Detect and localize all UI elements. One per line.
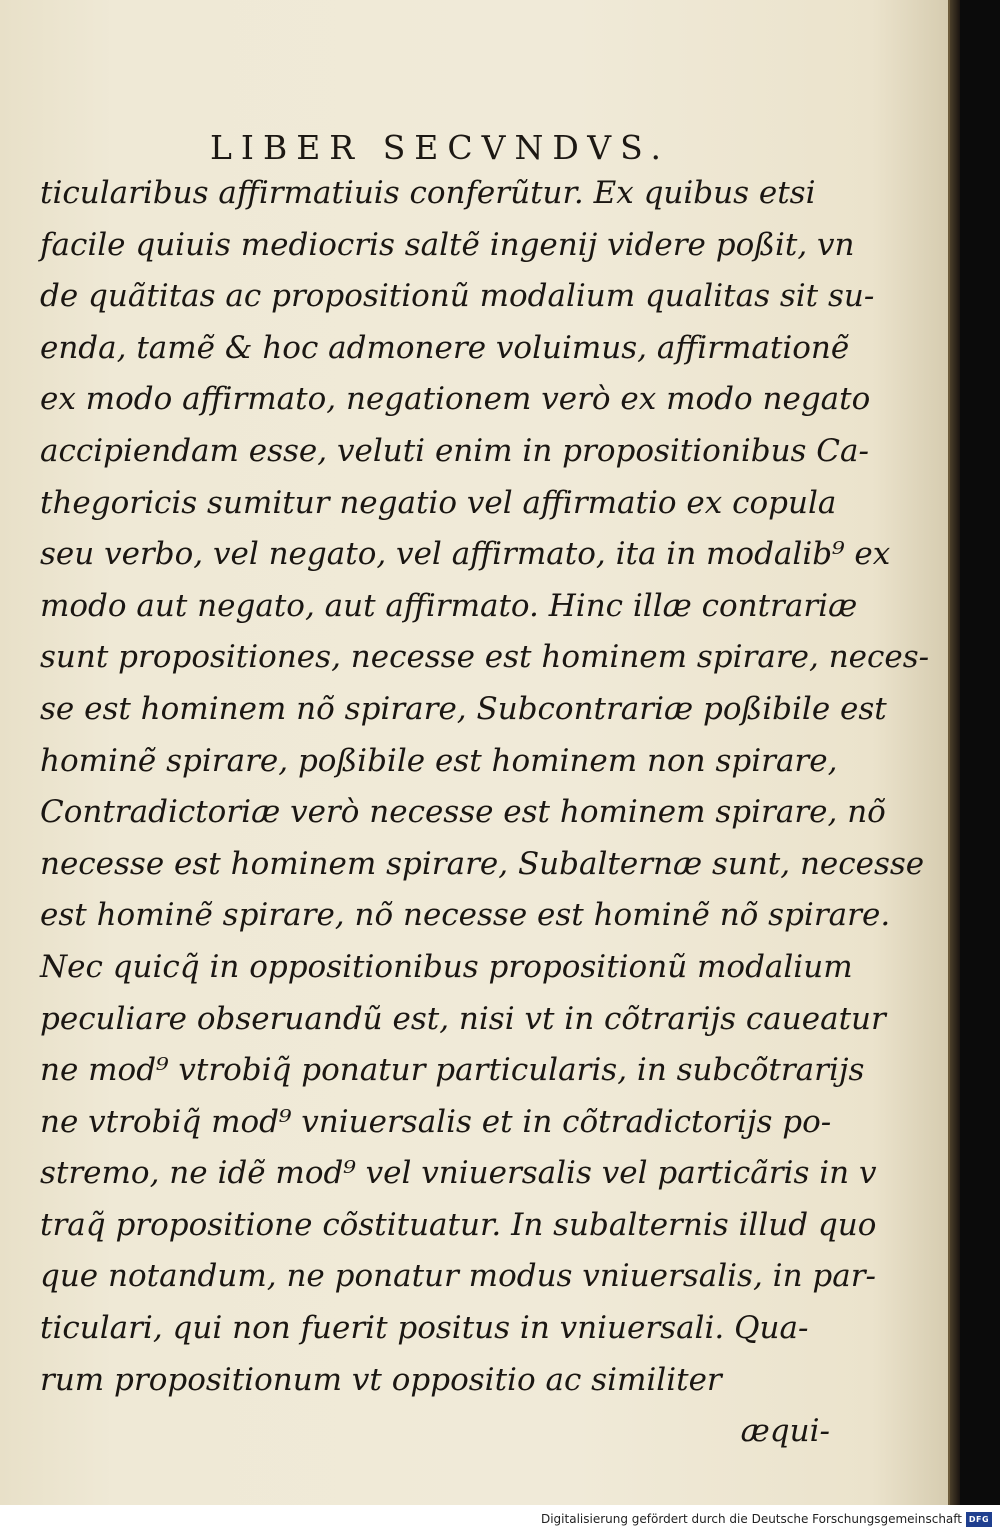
text-line: stremo, ne idẽ mod⁹ vel vniuersalis vel particãris in v — [40, 1155, 877, 1192]
text-line: ticularibus affirmatiuis conferũtur. Ex quibus etsi — [40, 175, 816, 211]
running-head-left: LIBER — [210, 128, 364, 167]
running-head — [210, 128, 670, 167]
text-line: ne mod⁹ vtrobiq̃ ponatur particularis, in subcõtrarijs — [40, 1052, 865, 1089]
text-line: est hominẽ spirare, nõ necesse est hominẽ nõ spirare. — [40, 897, 891, 934]
text-line: necesse est hominem spirare, Subalternæ sunt, necesse — [40, 845, 925, 882]
text-line: facile quiuis mediocris saltẽ ingenij videre poßit, vn — [40, 226, 855, 263]
text-line: hominẽ spirare, poßibile est hominem non spirare, — [40, 742, 838, 779]
text-line: rum propositionum vt oppositio ac similiter — [40, 1361, 722, 1398]
dfg-logo: DFG — [966, 1512, 992, 1527]
footer-credit: Digitalisierung gefördert durch die Deutsche Forschungsgemeinschaft — [540, 1512, 962, 1526]
text-line: que notandum, ne ponatur modus vniuersalis, in par- — [40, 1258, 877, 1295]
text-line: ex modo affirmato, negationem verò ex modo negato — [40, 381, 871, 418]
text-line: se est hominem nõ spirare, Subcontrariæ poßibile est — [40, 690, 887, 727]
body-text — [40, 168, 930, 1458]
text-line: enda, tamẽ & hoc admonere voluimus, affirmationẽ — [40, 329, 850, 366]
text-line: sunt propositiones, necesse est hominem spirare, neces- — [40, 639, 930, 676]
running-head-right: SECVNDVS. — [382, 128, 670, 167]
text-line: de quãtitas ac propositionũ modalium qualitas sit su- — [40, 278, 875, 315]
text-line: traq̃ propositione cõstituatur. In subalternis illud quo — [40, 1206, 877, 1243]
text-line: Nec quicq̃ in oppositionibus propositionũ modalium — [40, 948, 853, 985]
text-line: Contradictoriæ verò necesse est hominem spirare, nõ — [40, 794, 886, 831]
text-line: ne vtrobiq̃ mod⁹ vniuersalis et in cõtradictorijs po- — [40, 1103, 832, 1140]
text-line: peculiare obseruandũ est, nisi vt in cõtrarijs caueatur — [40, 1000, 886, 1037]
text-line: ticulari, qui non fuerit positus in vniuersali. Qua- — [40, 1310, 809, 1347]
catchword: æqui- — [740, 1413, 830, 1450]
page-edge — [950, 0, 960, 1505]
text-line: thegoricis sumitur negatio vel affirmatio ex copula — [40, 484, 837, 521]
text-line: seu verbo, vel negato, vel affirmato, ita in modalib⁹ ex — [40, 536, 891, 573]
footer-bar — [0, 1505, 1000, 1534]
text-line: accipiendam esse, veluti enim in propositionibus Ca- — [40, 432, 869, 469]
text-line: modo aut negato, aut affirmato. Hinc illæ contrariæ — [40, 587, 858, 624]
